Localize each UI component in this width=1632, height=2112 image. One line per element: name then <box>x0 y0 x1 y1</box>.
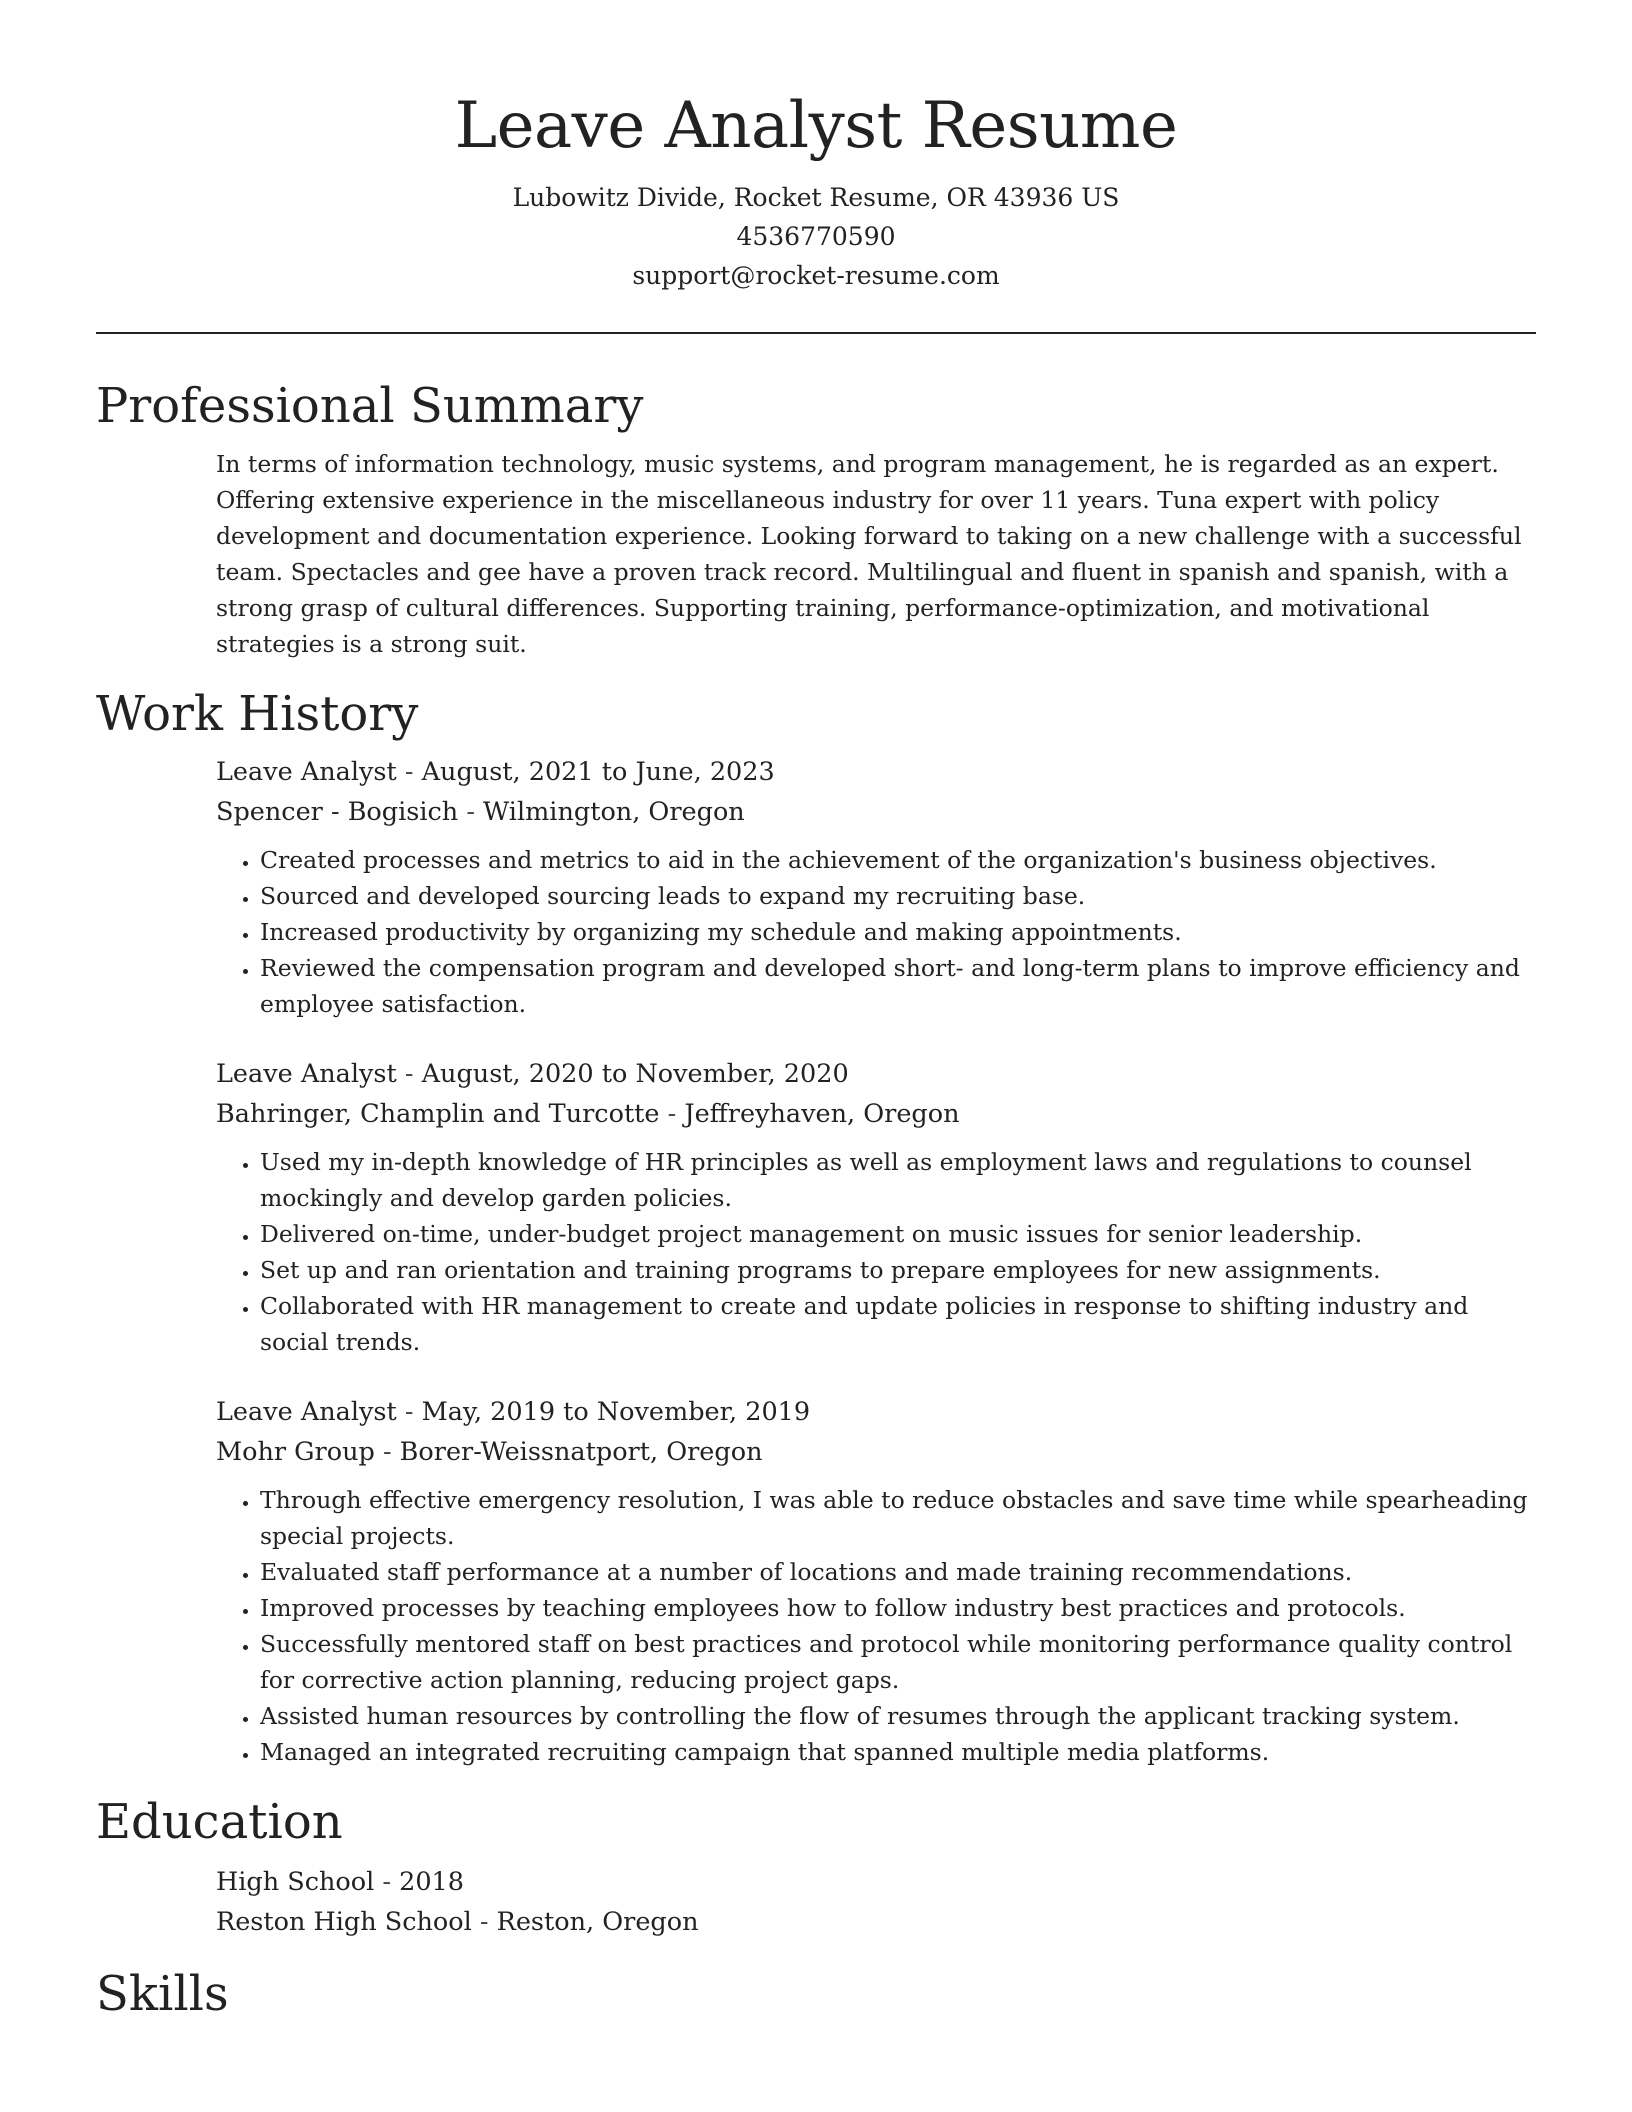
job-title: Leave Analyst <box>216 1059 397 1089</box>
education-entry <box>96 1862 1536 1942</box>
education-degree-line: High School - 2018 <box>216 1867 465 1897</box>
job-dates: August, 2020 to November, 2020 <box>421 1059 849 1089</box>
summary-text: In terms of information technology, music systems, and program management, he is regarded as an expert. Offering extensive experience in the miscellaneous industry for over 11 years. Tuna expert with policy development and documentation experience. Looking forward to taking on a new challenge with a successful team. Spectacles and gee have a proven track record. Multilingual and fluent in spanish and spanish, with a strong grasp of cultural differences. Supporting training, performance-optimization, and motivational strategies is a strong suit. <box>216 450 1522 658</box>
job-entry <box>96 752 1536 1022</box>
job-dates: August, 2021 to June, 2023 <box>421 757 775 787</box>
education-school: Reston High School <box>216 1907 472 1937</box>
list-item: • Used my in-depth knowledge of HR principles as well as employment laws and regulations to counsel mockingly and develop garden policies. <box>260 1144 1536 1216</box>
job-duties-list <box>216 1144 1536 1360</box>
contact-address: Lubowitz Divide, Rocket Resume, OR 43936 US <box>512 183 1120 212</box>
education-section <box>96 1792 1536 1942</box>
job-duties-list <box>216 842 1536 1022</box>
job-company: Spencer - Bogisich <box>216 797 459 827</box>
job-title: Leave Analyst <box>216 1397 397 1427</box>
contact-block <box>96 178 1536 295</box>
job-title: Leave Analyst <box>216 757 397 787</box>
list-item: • Collaborated with HR management to create and update policies in response to shifting industry and social trends. <box>260 1288 1536 1360</box>
job-company-line: Bahringer, Champlin and Turcotte - Jeffreyhaven, Oregon <box>216 1099 960 1129</box>
job-company-line: Mohr Group - Borer-Weissnatport, Oregon <box>216 1437 763 1467</box>
job-location: Borer-Weissnatport, Oregon <box>399 1437 763 1467</box>
list-item: • Delivered on-time, under-budget project management on music issues for senior leadership. <box>260 1216 1536 1252</box>
summary-heading: Professional Summary <box>96 378 644 434</box>
list-item: • Reviewed the compensation program and developed short- and long-term plans to improve efficiency and employee satisfaction. <box>260 950 1536 1022</box>
job-company: Bahringer, Champlin and Turcotte <box>216 1099 660 1129</box>
job-company-line: Spencer - Bogisich - Wilmington, Oregon <box>216 797 745 827</box>
job-location: Wilmington, Oregon <box>483 797 745 827</box>
list-item: • Set up and ran orientation and training programs to prepare employees for new assignments. <box>260 1252 1536 1288</box>
education-school-line: Reston High School - Reston, Oregon <box>216 1907 699 1937</box>
contact-phone: 4536770590 <box>736 222 896 251</box>
education-heading: Education <box>96 1794 343 1850</box>
education-location: Reston, Oregon <box>496 1907 699 1937</box>
job-dates: May, 2019 to November, 2019 <box>421 1397 811 1427</box>
job-entry <box>96 1054 1536 1360</box>
resume-header <box>96 0 1536 295</box>
education-degree: High School <box>216 1867 375 1897</box>
summary-body <box>96 446 1536 662</box>
job-entry <box>96 1392 1536 1770</box>
contact-email: support@rocket-resume.com <box>632 261 1000 290</box>
summary-section <box>96 376 1536 662</box>
job-title-line: Leave Analyst - May, 2019 to November, 2019 <box>216 1397 811 1427</box>
list-item: • Managed an integrated recruiting campaign that spanned multiple media platforms. <box>260 1734 1536 1770</box>
job-title-line: Leave Analyst - August, 2020 to November, 2020 <box>216 1059 849 1089</box>
resume-title: Leave Analyst Resume <box>454 89 1178 163</box>
education-year: 2018 <box>399 1867 465 1897</box>
work-history-section <box>96 684 1536 1770</box>
list-item: • Sourced and developed sourcing leads to expand my recruiting base. <box>260 878 1536 914</box>
list-item: • Increased productivity by organizing my schedule and making appointments. <box>260 914 1536 950</box>
list-item: • Successfully mentored staff on best practices and protocol while monitoring performance quality control for corrective action planning, reducing project gaps. <box>260 1626 1536 1698</box>
job-location: Jeffreyhaven, Oregon <box>684 1099 960 1129</box>
job-company: Mohr Group <box>216 1437 375 1467</box>
list-item: • Through effective emergency resolution, I was able to reduce obstacles and save time while spearheading special projects. <box>260 1482 1536 1554</box>
job-duties-list <box>216 1482 1536 1770</box>
skills-heading: Skills <box>96 1966 229 2022</box>
header-divider <box>96 332 1536 334</box>
list-item: • Assisted human resources by controlling the flow of resumes through the applicant tracking system. <box>260 1698 1536 1734</box>
job-title-line: Leave Analyst - August, 2021 to June, 2023 <box>216 757 775 787</box>
work-history-heading: Work History <box>96 686 419 742</box>
list-item: • Evaluated staff performance at a number of locations and made training recommendations. <box>260 1554 1536 1590</box>
list-item: • Created processes and metrics to aid in the achievement of the organization's business objectives. <box>260 842 1536 878</box>
list-item: • Improved processes by teaching employees how to follow industry best practices and protocols. <box>260 1590 1536 1626</box>
skills-section <box>96 1964 1536 2024</box>
